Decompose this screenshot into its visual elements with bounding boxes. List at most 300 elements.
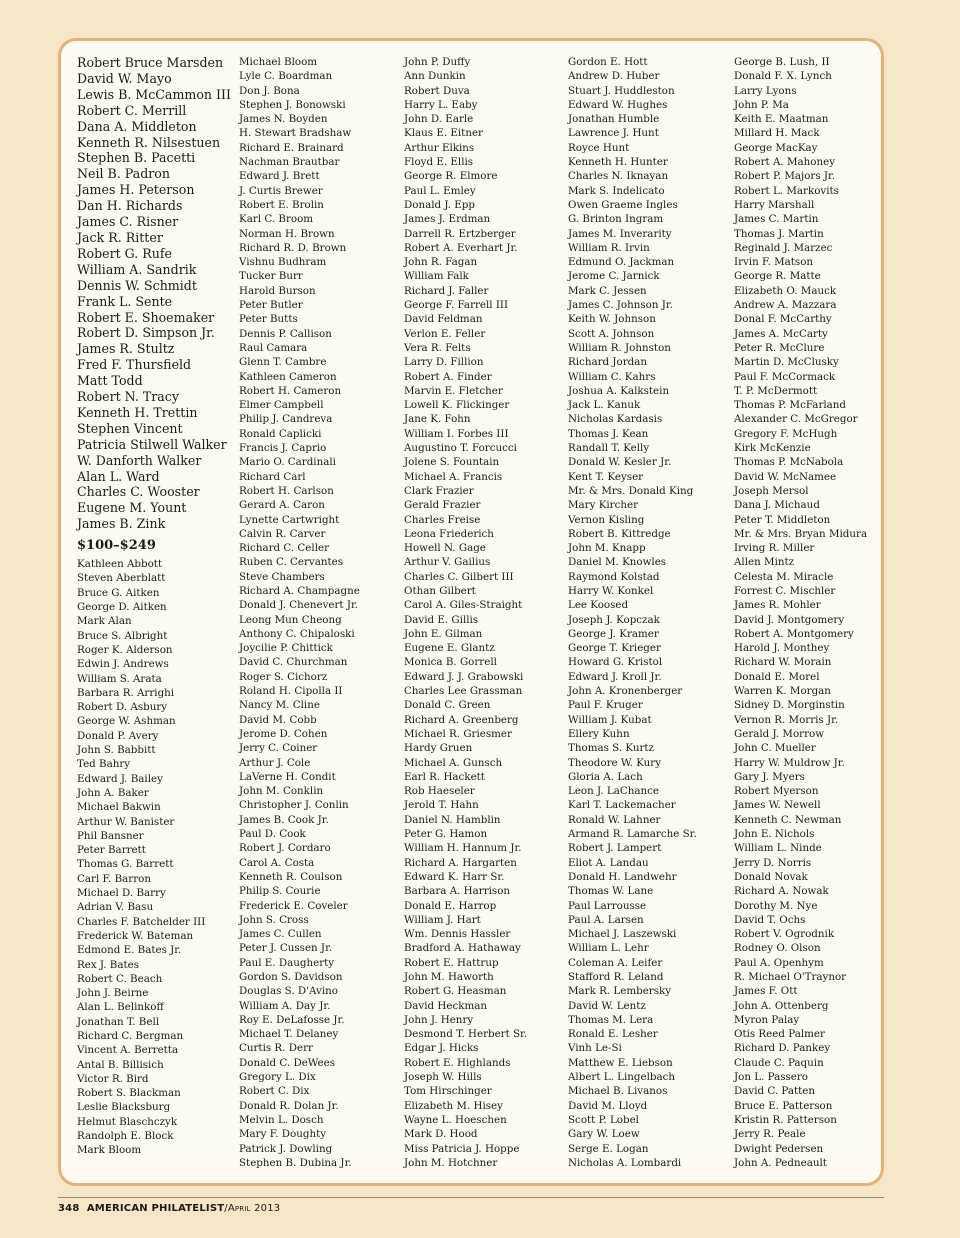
donor-name: Phil Bansner: [77, 829, 144, 842]
donor-name: Robert B. Kittredge: [568, 527, 671, 540]
donor-name: Norman H. Brown: [239, 227, 335, 240]
donor-name: Lowell K. Flickinger: [404, 399, 510, 412]
donor-name: Jack R. Ritter: [77, 229, 163, 245]
donor-name: Jerry R. Peale: [734, 1128, 806, 1141]
donor-name: Kenneth R. Coulson: [239, 870, 343, 883]
column-1: [77, 55, 231, 1158]
page-number: 348: [58, 1203, 80, 1214]
donor-name: Vinh Le-Si: [568, 1042, 622, 1055]
donor-name: Donald R. Dolan Jr.: [239, 1099, 339, 1112]
donor-name: Edmond E. Bates Jr.: [77, 944, 182, 957]
donor-name: Donald H. Landwehr: [568, 870, 677, 883]
donor-name: Douglas S. D'Avino: [239, 985, 338, 998]
donor-name: Robert A. Mahoney: [734, 156, 836, 169]
donor-name: Robert Duva: [404, 84, 470, 97]
donor-name: Tucker Burr: [239, 270, 303, 283]
donor-name: Rodney O. Olson: [734, 942, 821, 955]
donor-name: William L. Lehr: [568, 942, 649, 955]
donor-name: Robert G. Rufe: [77, 245, 172, 261]
donor-name: Albert L. Lingelbach: [568, 1071, 676, 1084]
donor-name: Eugene M. Yount: [77, 500, 187, 516]
donor-name: Donal F. McCarthy: [734, 313, 832, 326]
donor-name: Arthur J. Cole: [239, 756, 311, 769]
donor-name: John M. Hotchner: [404, 1156, 498, 1169]
donor-name: Donald Novak: [734, 870, 808, 883]
donor-name: James N. Boyden: [239, 113, 328, 126]
donor-name: David C. Patten: [734, 1085, 816, 1098]
column-4: [568, 55, 697, 1170]
donor-name: John P. Duffy: [404, 56, 471, 68]
donor-name: Irvin F. Matson: [734, 256, 814, 269]
donor-name: Mark Bloom: [77, 1144, 142, 1157]
donor-name: Richard C. Bergman: [77, 1029, 184, 1042]
donor-name: Otis Reed Palmer: [734, 1028, 825, 1041]
donor-name: Richard D. Pankey: [734, 1042, 831, 1055]
donor-name: Roland H. Cipolla II: [239, 685, 343, 698]
donor-name: John S. Cross: [239, 913, 309, 926]
donor-name: Melvin L. Dosch: [239, 1113, 324, 1126]
donor-name: James H. Peterson: [77, 182, 195, 198]
donor-name: Keith W. Johnson: [568, 313, 656, 326]
donor-name: John M. Knapp: [568, 542, 646, 555]
donor-name: Richard J. Faller: [404, 284, 489, 297]
donor-name: Peter R. McClure: [734, 341, 825, 354]
donor-name: Elmer Campbell: [239, 399, 324, 412]
donor-name: Carol A. Costa: [239, 856, 315, 869]
donor-name: Steve Chambers: [239, 570, 325, 583]
donor-name: Adrian V. Basu: [77, 901, 154, 914]
donor-name: James R. Mohler: [734, 599, 821, 612]
donor-name: David Feldman: [404, 313, 483, 326]
donor-name: Paul E. Daugherty: [239, 956, 335, 969]
donor-name: Robert J. Lampert: [568, 842, 662, 855]
donor-name: Alan L. Ward: [77, 468, 160, 484]
donor-name: Donald F. X. Lynch: [734, 70, 832, 83]
donor-name: James B. Zink: [77, 516, 166, 532]
donor-name: Christopher J. Conlin: [239, 799, 349, 812]
donor-name: David W. McNamee: [734, 470, 837, 483]
donor-name: Earl R. Hackett: [404, 770, 485, 783]
donor-name: James B. Cook Jr.: [239, 813, 329, 826]
donor-name: Mr. & Mrs. Donald King: [568, 484, 694, 497]
donor-name: Arthur W. Banister: [77, 815, 175, 828]
donor-name: Edward K. Harr Sr.: [404, 870, 505, 883]
donor-name: Charles Freise: [404, 513, 481, 526]
donor-name: Robert H. Cameron: [239, 384, 342, 397]
donor-name: Daniel N. Hamblin: [404, 813, 501, 826]
donor-name: Jane K. Fohn: [404, 413, 471, 426]
donor-name: Elizabeth M. Hisey: [404, 1099, 503, 1112]
donor-name: Peter Butler: [239, 299, 303, 312]
donor-name: David C. Churchman: [239, 656, 348, 669]
donor-name: William I. Forbes III: [404, 427, 509, 440]
donor-name: Stephen B. Dubina Jr.: [239, 1156, 352, 1169]
donor-name: Peter G. Hamon: [404, 828, 488, 841]
magazine-title: AMERICAN PHILATELIST: [86, 1203, 225, 1214]
donor-name: Elizabeth O. Mauck: [734, 284, 837, 297]
donor-name: Kenneth C. Newman: [734, 813, 842, 826]
donor-name: Robert G. Heasman: [404, 985, 507, 998]
donor-name: Thomas M. Lera: [568, 1013, 654, 1026]
donor-name: Dan H. Richards: [77, 198, 183, 214]
donor-name: William Falk: [404, 270, 469, 283]
donor-name: Robert Myerson: [734, 785, 819, 798]
donor-name: G. Brinton Ingram: [568, 213, 664, 226]
donor-name: Edward J. Kroll Jr.: [568, 670, 662, 683]
donor-name: David T. Ochs: [734, 913, 806, 926]
donor-name: Nachman Brautbar: [239, 156, 340, 169]
donor-name: Robert C. Dix: [239, 1085, 310, 1098]
donor-name: William J. Kubat: [568, 713, 652, 726]
donor-name: Charles N. Iknayan: [568, 170, 669, 183]
donor-name: Curtis R. Derr: [239, 1042, 313, 1055]
donor-name: James C. Risner: [77, 214, 179, 230]
donor-name: George W. Ashman: [77, 715, 176, 728]
donor-name: LaVerne H. Condit: [239, 770, 336, 783]
donor-name: Verlon E. Feller: [404, 327, 486, 340]
donor-name: Mark S. Indelicato: [568, 184, 665, 197]
donor-name: Scott A. Johnson: [568, 327, 655, 340]
donor-name: Patrick J. Dowling: [239, 1142, 333, 1155]
donor-name: Richard A. Greenberg: [404, 713, 519, 726]
donor-name: Nicholas A. Lombardi: [568, 1156, 682, 1169]
donor-name: Neil B. Padron: [77, 166, 170, 182]
donor-name: Leong Mun Cheong: [239, 613, 342, 626]
donor-name: Tom Hirschinger: [404, 1085, 492, 1098]
donor-name: Armand R. Lamarche Sr.: [568, 828, 697, 841]
donor-name: Kristin R. Patterson: [734, 1113, 837, 1126]
donor-name: Howard G. Kristol: [568, 656, 663, 669]
donor-name: Bruce S. Albright: [77, 629, 168, 642]
donor-name: Gary W. Loew: [568, 1128, 640, 1141]
donor-name: Jon L. Passero: [734, 1071, 809, 1084]
section-heading-100-249: $100–$249: [77, 538, 156, 554]
donor-name: Don J. Bona: [239, 84, 300, 97]
donor-name: Forrest C. Mischler: [734, 584, 836, 597]
donor-name: George MacKay: [734, 141, 818, 154]
donor-name: Reginald J. Marzec: [734, 241, 833, 254]
donor-name: Coleman A. Leifer: [568, 956, 663, 969]
donor-name: Frank L. Sente: [77, 293, 173, 309]
donor-name: Paul D. Cook: [239, 828, 306, 841]
donor-name: Gerald J. Morrow: [734, 727, 825, 740]
donor-name: Edward J. Bailey: [77, 772, 163, 785]
donor-name: Peter Butts: [239, 313, 298, 326]
donor-name: John A. Baker: [77, 786, 149, 799]
donor-name: Helmut Blaschczyk: [77, 1115, 178, 1128]
donor-name: Jerome C. Jarnick: [568, 270, 660, 283]
donor-name: Gloria A. Lach: [568, 770, 643, 783]
donor-name: Larry Lyons: [734, 84, 797, 97]
donor-name: Othan Gilbert: [404, 584, 476, 597]
donor-name: Michael J. Laszewski: [568, 928, 677, 941]
donor-name: Lynette Cartwright: [239, 513, 340, 526]
donor-name: Robert L. Markovits: [734, 184, 839, 197]
footer-separator: /: [224, 1203, 228, 1214]
donor-name: Kirk McKenzie: [734, 442, 811, 455]
donor-name: Mr. & Mrs. Bryan Midura: [734, 527, 868, 540]
donor-name: Paul F. Kruger: [568, 699, 643, 712]
donor-name: Frederick E. Coveler: [239, 899, 348, 912]
donor-name: Floyd E. Ellis: [404, 156, 474, 169]
donor-name: Edward J. Brett: [239, 170, 320, 183]
donor-name: Paul F. McCormack: [734, 370, 836, 383]
donor-name: Michael B. Livanos: [568, 1085, 668, 1098]
donor-name: John D. Earle: [404, 113, 474, 126]
donor-name: William A. Sandrik: [77, 261, 197, 277]
donor-name: Jerry C. Coiner: [239, 742, 318, 755]
donor-name: Leslie Blacksburg: [77, 1101, 171, 1114]
donor-list-panel: [58, 38, 884, 1186]
donor-name: Wm. Dennis Hassler: [404, 928, 511, 941]
donor-name: Robert H. Carlson: [239, 484, 334, 497]
donor-name: Millard H. Mack: [734, 127, 820, 140]
donor-name: Donald J. Chenevert Jr.: [239, 599, 359, 612]
donor-name: Robert D. Asbury: [77, 701, 168, 714]
donor-name: David J. Montgomery: [734, 613, 845, 626]
donor-name: John M. Haworth: [404, 971, 494, 983]
donor-name: Thomas S. Kurtz: [568, 742, 654, 755]
donor-name: Paul L. Emley: [404, 184, 476, 197]
donor-name: Darrell R. Ertzberger: [404, 227, 516, 240]
donor-name: George R. Elmore: [404, 170, 498, 183]
donor-name: Robert D. Simpson Jr.: [77, 325, 215, 341]
donor-name: Dwight Pedersen: [734, 1142, 824, 1155]
donor-name: James A. McCarty: [734, 327, 828, 340]
donor-name: Steven Aberblatt: [77, 572, 166, 585]
donor-name: Randall T. Kelly: [568, 442, 650, 455]
donor-name: Robert S. Blackman: [77, 1087, 181, 1100]
donor-name: James C. Martin: [734, 213, 819, 226]
donor-name: Paul Larrousse: [568, 899, 647, 912]
donor-list-100-249: [77, 557, 231, 1157]
donor-name: George R. Matte: [734, 270, 821, 283]
donor-name: Robert A. Everhart Jr.: [404, 241, 518, 254]
donor-name: John E. Nichols: [734, 828, 815, 841]
donor-name: Richard C. Celler: [239, 542, 330, 555]
donor-name: Harold J. Monthey: [734, 642, 830, 655]
donor-name: William R. Johnston: [568, 341, 671, 354]
donor-name: Gordon E. Hott: [568, 56, 648, 68]
donor-name: Richard R. D. Brown: [239, 241, 347, 254]
donor-name: James F. Ott: [734, 985, 798, 998]
donor-name: George D. Aitken: [77, 601, 167, 614]
donor-name: Donald E. Harrop: [404, 899, 497, 912]
donor-name: George B. Lush, II: [734, 56, 830, 68]
donor-name: Robert J. Cordaro: [239, 842, 331, 855]
donor-name: Dana J. Michaud: [734, 499, 820, 512]
page-footer: [58, 1203, 280, 1214]
donor-name: Dennis P. Callison: [239, 327, 332, 340]
donor-name: Leon J. LaChance: [568, 785, 660, 798]
donor-name: Leona Friederich: [404, 527, 494, 540]
donor-name: Lawrence J. Hunt: [568, 127, 659, 140]
donor-name: Rex J. Bates: [77, 958, 140, 971]
donor-name: Hardy Gruen: [404, 742, 473, 755]
donor-name: Bradford A. Hathaway: [404, 942, 521, 955]
donor-name: Monica B. Gorrell: [404, 656, 497, 669]
donor-name: Owen Graeme Ingles: [568, 198, 678, 211]
donor-name: Harry W. Konkel: [568, 584, 654, 597]
donor-name: Stuart J. Huddleston: [568, 84, 675, 97]
donor-name: John M. Conklin: [239, 785, 324, 798]
donor-name: Joycilie P. Chittick: [239, 642, 333, 655]
donor-name: William S. Arata: [77, 672, 162, 685]
donor-name: Kenneth R. Nilsestuen: [77, 134, 221, 150]
donor-name: W. Danforth Walker: [77, 452, 202, 468]
donor-name: Gerald Frazier: [404, 499, 481, 512]
donor-name: Rob Haeseler: [404, 785, 475, 798]
donor-name: Irving R. Miller: [734, 542, 815, 555]
donor-name: Royce Hunt: [568, 141, 630, 154]
donor-name: Harold Burson: [239, 284, 316, 297]
donor-name: Thomas W. Lane: [568, 885, 654, 898]
donor-name: George F. Farrell III: [404, 299, 509, 312]
donor-name: Victor R. Bird: [77, 1072, 149, 1085]
donor-name: Allen Mintz: [734, 556, 795, 569]
donor-name: Robert N. Tracy: [77, 389, 179, 405]
donor-name: Carol A. Giles-Straight: [404, 599, 523, 612]
donor-name: Richard A. Champagne: [239, 584, 360, 597]
donor-name: William L. Ninde: [734, 842, 822, 855]
donor-name: Andrew D. Huber: [568, 70, 660, 83]
donor-name: Harry W. Muldrow Jr.: [734, 756, 845, 769]
donor-name: Richard Jordan: [568, 356, 647, 369]
donor-name: Celesta M. Miracle: [734, 570, 834, 583]
donor-name: Roger S. Cichorz: [239, 670, 328, 683]
donor-name: Desmond T. Herbert Sr.: [404, 1028, 528, 1041]
donor-name: Ronald W. Lahner: [568, 813, 661, 826]
donor-name: Barbara R. Arrighi: [77, 686, 175, 699]
donor-name: Howell N. Gage: [404, 542, 486, 555]
donor-name: Vishnu Budhram: [239, 256, 327, 269]
donor-name: Richard W. Morain: [734, 656, 832, 669]
donor-name: Edgar J. Hicks: [404, 1042, 479, 1055]
donor-name: Nicholas Kardasis: [568, 413, 663, 426]
donor-name: Gary J. Myers: [734, 770, 805, 783]
donor-name: Gerard A. Caron: [239, 499, 325, 512]
donor-name: Karl T. Lackemacher: [568, 799, 676, 812]
donor-name: Wayne L. Hoeschen: [404, 1113, 507, 1126]
donor-name: Stephen Vincent: [77, 420, 183, 436]
top-donor-list: [77, 55, 231, 532]
donor-name: John A. Pedneault: [734, 1156, 827, 1169]
donor-name: Bruce G. Aitken: [77, 586, 160, 599]
donor-name: Vernon R. Morris Jr.: [734, 713, 839, 726]
donor-name: Lewis B. McCammon III: [77, 86, 231, 102]
donor-name: Kathleen Abbott: [77, 558, 163, 571]
donor-name: William R. Irvin: [568, 241, 650, 254]
donor-name: Alexander C. McGregor: [734, 413, 858, 426]
donor-name: Roger K. Alderson: [77, 643, 173, 656]
donor-name: Ann Dunkin: [404, 70, 466, 83]
donor-name: Harry Marshall: [734, 198, 815, 211]
donor-name: John J. Beirne: [77, 987, 149, 1000]
donor-name: Donald C. DeWees: [239, 1056, 336, 1069]
donor-name: William H. Hannum Jr.: [404, 842, 522, 855]
donor-name: Scott P. Lobel: [568, 1113, 639, 1126]
issue-date: April 2013: [227, 1203, 281, 1214]
donor-name: Sidney D. Morginstin: [734, 699, 845, 712]
donor-name: Jerry D. Norris: [734, 856, 812, 869]
donor-name: Robert E. Highlands: [404, 1056, 511, 1069]
donor-name: Robert A. Montgomery: [734, 627, 854, 640]
donor-name: Kathleen Cameron: [239, 370, 337, 383]
donor-name: John C. Mueller: [734, 742, 816, 755]
donor-name: Joseph W. Hills: [404, 1071, 482, 1084]
donor-name: Joseph Mersol: [734, 484, 809, 497]
donor-name: Frederick W. Bateman: [77, 929, 194, 942]
donor-name: John A. Kronenberger: [568, 685, 683, 698]
donor-name: Barbara A. Harrison: [404, 885, 511, 898]
donor-name: Gregory F. McHugh: [734, 427, 838, 440]
donor-name: Donald J. Epp: [404, 198, 475, 211]
donor-name: Philip J. Candreva: [239, 413, 333, 426]
donor-name: Kent T. Keyser: [568, 470, 644, 483]
donor-name: Arthur V. Gailius: [404, 556, 491, 569]
donor-name: Anthony C. Chipaloski: [239, 627, 355, 640]
donor-name: Harry L. Eaby: [404, 98, 478, 111]
donor-name: John S. Babbitt: [77, 744, 156, 757]
donor-name: Thomas G. Barrett: [77, 858, 174, 871]
donor-name: Paul A. Openhym: [734, 956, 824, 969]
donor-name: Richard A. Hargarten: [404, 856, 517, 869]
donor-name: Thomas P. McNabola: [734, 456, 844, 469]
donor-name: Charles C. Gilbert III: [404, 570, 514, 583]
donor-name: Michael A. Gunsch: [404, 756, 503, 769]
donor-name: Edward J. J. Grabowski: [404, 670, 524, 683]
donor-name: Mark Alan: [77, 615, 132, 628]
donor-name: Michael Bloom: [239, 56, 318, 68]
donor-name: Kenneth H. Hunter: [568, 156, 668, 169]
donor-name: Edward W. Hughes: [568, 98, 668, 111]
donor-name: Roy E. DeLafosse Jr.: [239, 1013, 345, 1026]
donor-name: William A. Day Jr.: [239, 999, 331, 1012]
donor-name: Glenn T. Cambre: [239, 356, 327, 369]
donor-name: Stephen J. Bonowski: [239, 98, 346, 111]
donor-name: Larry D. Fillion: [404, 356, 484, 369]
donor-name: Robert E. Brolin: [239, 198, 324, 211]
donor-name: Clark Frazier: [404, 484, 474, 497]
donor-name: Fred F. Thursfield: [77, 357, 192, 373]
donor-name: T. P. McDermott: [734, 384, 818, 397]
donor-name: Edwin J. Andrews: [77, 658, 169, 671]
donor-name: Michael T. Delaney: [239, 1028, 339, 1041]
donor-name: David E. Gillis: [404, 613, 479, 626]
donor-name: Bruce E. Patterson: [734, 1099, 833, 1112]
donor-name: David Heckman: [404, 999, 487, 1012]
donor-name: Daniel M. Knowles: [568, 556, 667, 569]
donor-name: Joshua A. Kalkstein: [568, 384, 670, 397]
donor-name: Mary F. Doughty: [239, 1128, 327, 1141]
donor-name: Jerold T. Hahn: [404, 799, 479, 812]
donor-name: Richard E. Brainard: [239, 141, 344, 154]
donor-name: Vincent A. Berretta: [77, 1044, 179, 1057]
donor-name: Alan L. Belinkoff: [77, 1001, 164, 1014]
donor-name: Stafford R. Leland: [568, 971, 664, 983]
donor-name: Ruben C. Cervantes: [239, 556, 344, 569]
donor-name: Ronald E. Lesher: [568, 1028, 658, 1041]
donor-name: Nancy M. Cline: [239, 699, 320, 712]
donor-name: Thomas P. McFarland: [734, 399, 847, 412]
donor-name: John J. Henry: [404, 1013, 474, 1026]
donor-name: Robert P. Majors Jr.: [734, 170, 836, 183]
donor-name: Robert A. Finder: [404, 370, 492, 383]
donor-name: Dennis W. Schmidt: [77, 277, 197, 293]
donor-name: Richard A. Nowak: [734, 885, 829, 898]
donor-name: John A. Ottenberg: [734, 999, 829, 1012]
donor-name: Ellery Kuhn: [568, 727, 630, 740]
